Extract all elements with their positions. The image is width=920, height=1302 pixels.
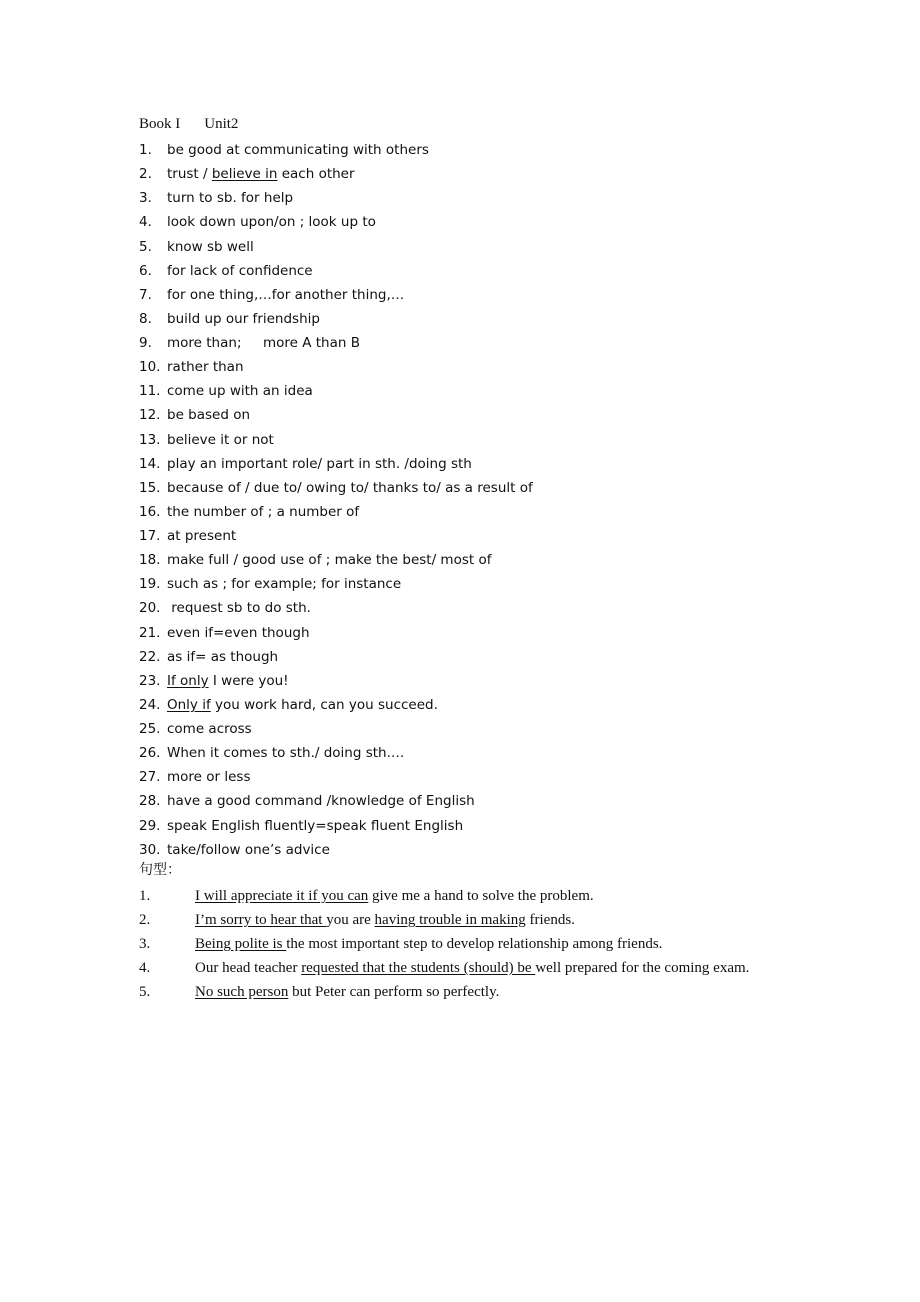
phrase-item [139, 379, 799, 403]
phrase-item [139, 789, 799, 813]
phrase-item [139, 693, 799, 717]
list-number: 5. [139, 984, 151, 1000]
text-segment: more or less [167, 769, 251, 786]
phrase-item [139, 235, 799, 259]
text-segment: more than; more A than B [167, 335, 360, 352]
phrase-text [167, 793, 475, 809]
phrase-text [167, 287, 404, 303]
phrase-item [139, 814, 799, 838]
list-number: 20. [139, 600, 161, 617]
text-segment: take/follow one’s advice [167, 841, 330, 858]
unit-label: Unit2 [204, 116, 239, 132]
text-segment: as if= as though [167, 648, 279, 665]
section-label: 句型： [139, 862, 181, 878]
text-segment: have a good command /knowledge of English [167, 793, 475, 810]
sentence-text [195, 932, 781, 956]
phrase-item [139, 765, 799, 789]
list-number: 3. [139, 936, 151, 952]
phrase-item [139, 645, 799, 669]
text-segment: rather than [167, 359, 244, 376]
underlined-text: requested that the students (should) be [301, 960, 536, 976]
phrase-text [167, 142, 429, 158]
phrase-text [167, 625, 310, 641]
phrase-text [167, 456, 472, 472]
list-number: 2. [139, 912, 151, 928]
underlined-text: No such person [195, 984, 289, 1000]
phrase-list [139, 138, 799, 862]
phrase-item [139, 283, 799, 307]
phrase-text [167, 721, 252, 737]
phrase-text [167, 263, 313, 279]
phrase-item [139, 596, 799, 620]
text-segment: well prepared for the coming exam. [535, 960, 750, 976]
sentence-item [139, 908, 781, 932]
phrase-text [167, 311, 320, 327]
text-segment: I were you! [208, 672, 289, 689]
text-segment: come across [167, 721, 252, 738]
phrase-text [167, 600, 311, 616]
text-segment: give me a hand to solve the problem. [368, 888, 594, 904]
text-segment: the number of ; a number of [167, 503, 360, 520]
text-segment: be good at communicating with others [167, 142, 429, 159]
phrase-text [167, 407, 250, 423]
phrase-text [167, 432, 274, 448]
phrase-item [139, 741, 799, 765]
phrase-item [139, 548, 799, 572]
underlined-text: having trouble in making [374, 912, 526, 928]
phrase-text [167, 190, 293, 206]
text-segment: come up with an idea [167, 383, 313, 400]
phrase-text [167, 239, 254, 255]
list-number: 26. [139, 745, 161, 762]
phrase-text [167, 383, 313, 399]
text-segment: even if=even though [167, 624, 310, 641]
phrase-text [167, 480, 533, 496]
phrase-text [167, 673, 289, 689]
underlined-text: Only if [167, 696, 211, 713]
sentence-text [195, 908, 781, 932]
text-segment: at present [167, 528, 237, 545]
phrase-item [139, 307, 799, 331]
text-segment: look down upon/on ; look up to [167, 214, 376, 231]
list-number: 8. [139, 310, 152, 327]
list-number: 18. [139, 552, 161, 569]
list-number: 16. [139, 503, 161, 520]
text-segment: for lack of confidence [167, 262, 313, 279]
phrase-item [139, 428, 799, 452]
list-number: 4. [139, 960, 151, 976]
text-segment: turn to sb. for help [167, 190, 294, 207]
phrase-text [167, 214, 376, 230]
phrase-item [139, 162, 799, 186]
text-segment: request sb to do sth. [167, 600, 311, 617]
text-segment: Our head teacher [195, 960, 302, 976]
underlined-text: I will appreciate it if you can [195, 888, 369, 904]
list-number: 1. [139, 142, 152, 159]
document-heading [139, 114, 238, 134]
text-segment: the most important step to develop relationship among friends. [286, 936, 663, 952]
text-segment: trust / [167, 166, 212, 183]
underlined-text: believe in [211, 166, 278, 183]
text-segment: because of / due to/ owing to/ thanks to/ as a result of [167, 479, 533, 496]
book-label: Book I [139, 116, 181, 132]
phrase-text [167, 576, 401, 592]
text-segment: build up our friendship [167, 310, 320, 327]
text-segment: know sb well [167, 238, 254, 255]
list-number: 19. [139, 576, 161, 593]
text-segment: make full / good use of ; make the best/ most of [167, 552, 492, 569]
phrase-item [139, 403, 799, 427]
list-number: 17. [139, 528, 161, 545]
sentence-text [195, 884, 781, 908]
text-segment: you work hard, can you succeed. [210, 696, 438, 713]
phrase-item [139, 186, 799, 210]
phrase-item [139, 838, 799, 862]
text-segment: speak English fluently=speak fluent English [167, 817, 464, 834]
sentence-item [139, 980, 781, 1004]
text-segment: each other [277, 166, 355, 183]
list-number: 2. [139, 166, 152, 183]
phrase-text [167, 166, 355, 182]
underlined-text: I’m sorry to hear that [195, 912, 327, 928]
phrase-item [139, 476, 799, 500]
list-number: 10. [139, 359, 161, 376]
phrase-item [139, 572, 799, 596]
list-number: 6. [139, 262, 152, 279]
phrase-item [139, 524, 799, 548]
list-number: 7. [139, 286, 152, 303]
phrase-item [139, 669, 799, 693]
sentence-text [195, 980, 781, 1004]
list-number: 15. [139, 479, 161, 496]
text-segment: believe it or not [167, 431, 274, 448]
phrase-text [167, 842, 330, 858]
list-number: 22. [139, 648, 161, 665]
underlined-text: Being polite is [195, 936, 287, 952]
list-number: 1. [139, 888, 151, 904]
list-number: 29. [139, 817, 161, 834]
sentence-item [139, 884, 781, 908]
phrase-item [139, 717, 799, 741]
phrase-item [139, 500, 799, 524]
phrase-item [139, 138, 799, 162]
text-segment: play an important role/ part in sth. /doing sth [167, 455, 472, 472]
list-number: 5. [139, 238, 152, 255]
phrase-text [167, 818, 463, 834]
list-number: 25. [139, 721, 161, 738]
phrase-text [167, 335, 360, 351]
list-number: 21. [139, 624, 161, 641]
text-segment: such as ; for example; for instance [167, 576, 402, 593]
underlined-text: If only [167, 672, 209, 689]
sentence-item [139, 956, 781, 980]
text-segment: you are [326, 912, 375, 928]
phrase-item [139, 452, 799, 476]
list-number: 12. [139, 407, 161, 424]
text-segment: be based on [167, 407, 251, 424]
phrase-text [167, 504, 359, 520]
list-number: 14. [139, 455, 161, 472]
list-number: 4. [139, 214, 152, 231]
list-number: 24. [139, 696, 161, 713]
text-segment: for one thing,…for another thing,… [167, 286, 405, 303]
phrase-item [139, 621, 799, 645]
text-segment: friends. [525, 912, 575, 928]
list-number: 30. [139, 841, 161, 858]
phrase-text [167, 528, 236, 544]
list-number: 3. [139, 190, 152, 207]
text-segment: When it comes to sth./ doing sth.… [167, 745, 405, 762]
sentence-item [139, 932, 781, 956]
phrase-item [139, 210, 799, 234]
sentence-list [139, 884, 781, 1004]
phrase-item [139, 331, 799, 355]
phrase-text [167, 649, 278, 665]
list-number: 28. [139, 793, 161, 810]
phrase-text [167, 769, 251, 785]
text-segment: but Peter can perform so perfectly. [288, 984, 500, 1000]
phrase-text [167, 552, 491, 568]
phrase-text [167, 697, 438, 713]
phrase-item [139, 355, 799, 379]
phrase-text [167, 745, 404, 761]
list-number: 13. [139, 431, 161, 448]
list-number: 23. [139, 672, 161, 689]
phrase-text [167, 359, 244, 375]
sentence-text [195, 956, 781, 980]
list-number: 11. [139, 383, 161, 400]
phrase-item [139, 259, 799, 283]
list-number: 27. [139, 769, 161, 786]
list-number: 9. [139, 335, 152, 352]
